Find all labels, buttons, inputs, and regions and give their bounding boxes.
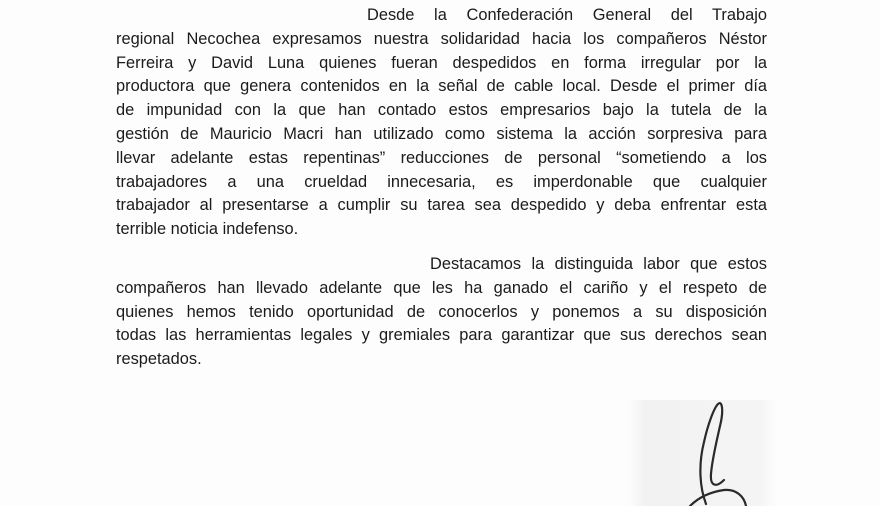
text-line: terrible noticia indefenso. bbox=[116, 220, 299, 239]
text-line: todas las herramientas legales y gremiales para garantizar que sus derechos sean bbox=[116, 326, 767, 345]
text-line: respetados. bbox=[116, 350, 202, 369]
text-line: Ferreira y David Luna quienes fueran despedidos en forma irregular por la bbox=[116, 53, 767, 72]
paragraph-solidarity bbox=[116, 4, 767, 242]
text-line: Desde la Confederación General del Trabajo bbox=[367, 6, 767, 24]
signature-icon bbox=[628, 396, 778, 506]
text-line: compañeros han llevado adelante que les ha ganado el cariño y el respeto de bbox=[116, 278, 767, 297]
text-line: trabajador al presentarse a cumplir su tarea sea despedido y deba enfrentar esta bbox=[116, 196, 767, 215]
text-line: regional Necochea expresamos nuestra solidaridad hacia los compañeros Néstor bbox=[116, 29, 767, 48]
text-line: trabajadores a una crueldad innecesaria, es imperdonable que cualquier bbox=[116, 172, 767, 191]
text-line: gestión de Mauricio Macri han utilizado como sistema la acción sorpresiva para bbox=[116, 124, 767, 143]
text-line: llevar adelante estas repentinas” reducciones de personal “sometiendo a los bbox=[116, 148, 767, 167]
signature-area bbox=[628, 396, 778, 506]
text-line: Destacamos la distinguida labor que estos bbox=[430, 255, 767, 273]
text-line: productora que genera contenidos en la señal de cable local. Desde el primer día bbox=[116, 77, 767, 96]
text-line: de impunidad con la que han contado estos empresarios bajo la tutela de la bbox=[116, 101, 767, 120]
paragraph-recognition bbox=[116, 253, 767, 372]
text-line: quienes hemos tenido oportunidad de conocerlos y ponemos a su disposición bbox=[116, 302, 767, 321]
